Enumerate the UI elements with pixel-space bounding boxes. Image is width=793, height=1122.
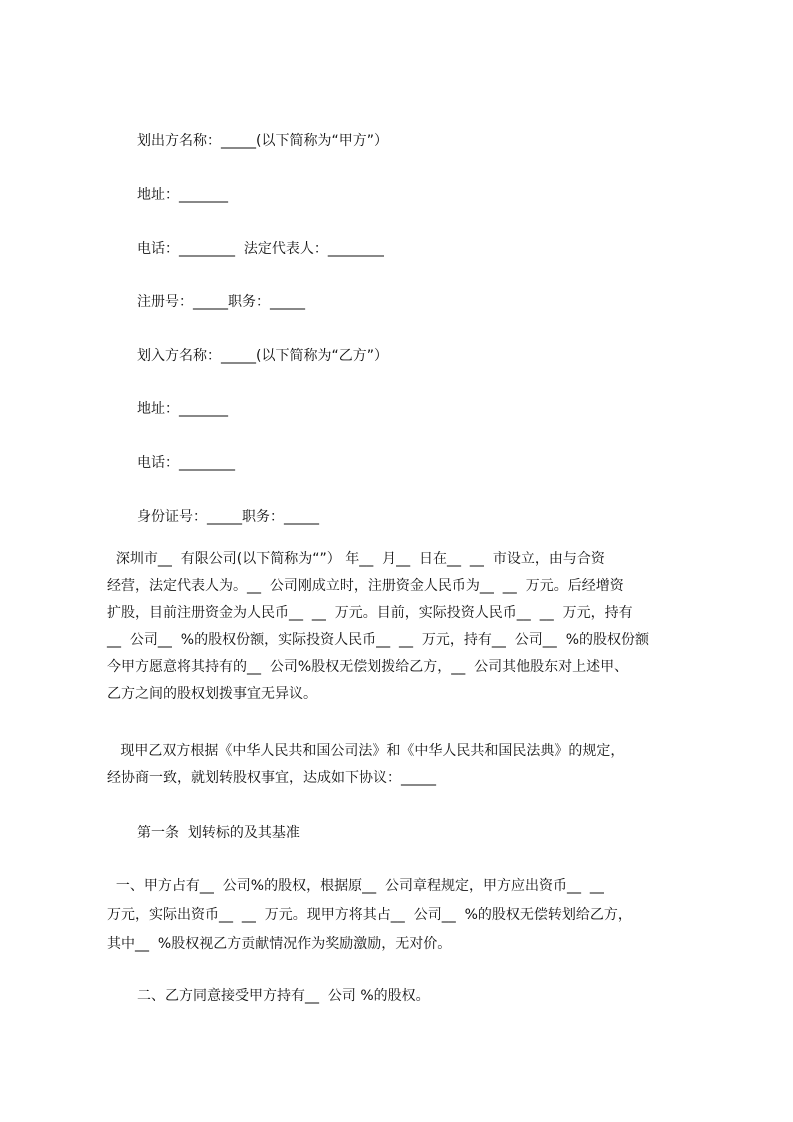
paragraph-line: 一、甲方占有__ 公司%的股权，根据原__ 公司章程规定，甲方应出资币__ __ — [107, 878, 604, 894]
party-b-address-line: 地址：_______ — [137, 401, 228, 417]
paragraph-line: 经协商一致，就划转股权事宜，达成如下协议：_____ — [107, 770, 436, 786]
article-1-clause-2: 二、乙方同意接受甲方持有__ 公司 %的股权。 — [137, 988, 430, 1004]
paragraph-line: 今甲方愿意将其持有的__ 公司%股权无偿划拨给乙方，__ 公司其他股东对上述甲、 — [107, 659, 629, 675]
paragraph-line: 万元，实际出资币__ __ 万元。现甲方将其占__ 公司__ %的股权无偿转划给乙方， — [107, 907, 632, 923]
paragraph-line: __ 公司__ %的股权份额，实际投资人民币__ __ 万元，持有__ 公司__ %的股权份额 — [107, 632, 650, 648]
paragraph-line: 经营，法定代表人为。__ 公司刚成立时，注册资金人民币为__ __ 万元。后经增资 — [107, 578, 624, 594]
article-1-clause-1 — [107, 872, 707, 959]
paragraph-line: 其中__ %股权视乙方贡献情况作为奖励激励，无对价。 — [107, 936, 452, 952]
paragraph-line: 乙方之间的股权划拨事宜无异议。 — [107, 686, 317, 702]
party-a-address-line: 地址：_______ — [137, 187, 228, 203]
party-a-name-line: 划出方名称：_____(以下简称为“甲方”） — [137, 133, 388, 149]
party-b-id-title-line: 身份证号：_____职务：_____ — [137, 509, 319, 525]
party-b-phone-line: 电话：________ — [137, 455, 235, 471]
paragraph-line: 扩股，目前注册资金为人民币__ __ 万元。目前，实际投资人民币__ __ 万元，持有 — [107, 605, 633, 621]
party-b-name-line: 划入方名称：_____(以下简称为“乙方”） — [137, 348, 388, 364]
party-a-phone-rep-line: 电话：________ 法定代表人：________ — [137, 241, 384, 257]
paragraph-line: 现甲乙双方根据《中华人民共和国公司法》和《中华人民共和国民法典》的规定， — [107, 743, 625, 759]
basis-paragraph — [107, 738, 707, 792]
background-paragraph — [107, 546, 707, 708]
party-a-reg-title-line: 注册号：_____职务：_____ — [137, 294, 305, 310]
paragraph-line: 深圳市__ 有限公司(以下简称为“”） 年__ 月__ 日在__ __ 市设立，由与合资 — [107, 551, 605, 567]
article-1-heading: 第一条 划转标的及其基准 — [137, 825, 300, 841]
